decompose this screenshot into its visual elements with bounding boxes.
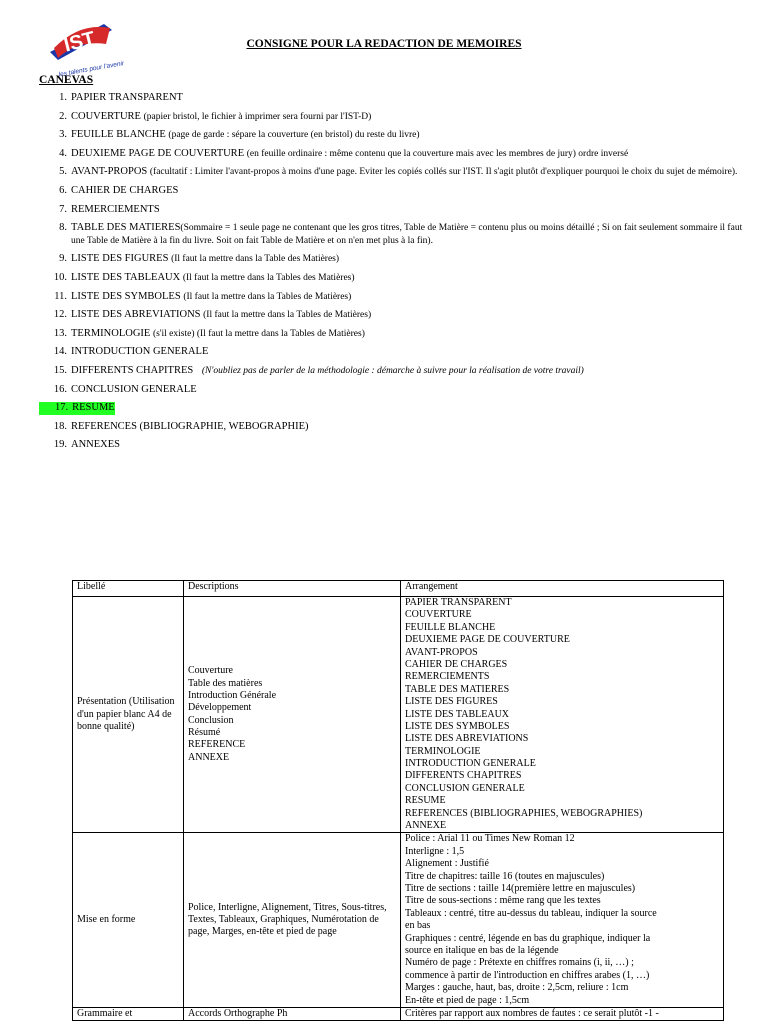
arrangement-line: PAPIER TRANSPARENT: [405, 597, 512, 608]
canevas-item-title: ANNEXES: [71, 439, 120, 451]
canevas-item-title: DEUXIEME PAGE DE COUVERTURE: [71, 147, 245, 159]
canevas-item-number: 1.: [59, 92, 67, 103]
arrangement-line: Titre de chapitres: taille 16 (toutes en majuscules): [405, 870, 605, 882]
table-row: [73, 833, 724, 1007]
canevas-item-number: 12.: [53, 309, 67, 321]
arrangement-line: Tableaux : centré, titre au-dessus du tableau, indiquer la source: [405, 907, 657, 919]
canevas-item: [39, 291, 754, 304]
canevas-item-title: TERMINOLOGIE: [71, 327, 151, 339]
canevas-item: [39, 148, 754, 161]
canevas-item: [39, 92, 754, 105]
description-line: Développement: [188, 702, 252, 714]
arrangement-cell: [401, 597, 724, 833]
canevas-item-number: 5.: [59, 166, 67, 178]
arrangement-line: en bas: [405, 920, 431, 932]
description-line: Couverture: [188, 665, 233, 677]
canevas-item-title: REMERCIEMENTS: [71, 203, 160, 215]
arrangement-line: DIFFERENTS CHAPITRES: [405, 770, 522, 782]
canevas-item: [39, 166, 754, 179]
canevas-item-title: TABLE DES MATIERES: [71, 222, 181, 234]
libelle-cell: Mise en forme: [73, 833, 184, 1007]
arrangement-line: Numéro de page : Prétexte en chiffres romains (i, ii, …) ;: [405, 957, 634, 969]
arrangement-line: Titre de sous-sections : même rang que les textes: [405, 895, 601, 907]
column-header-descriptions: Descriptions: [184, 581, 401, 597]
arrangement-line: CONCLUSION GENERALE: [405, 782, 525, 794]
table-row: [73, 1007, 724, 1020]
canevas-item-title: LISTE DES SYMBOLES: [71, 290, 181, 302]
arrangement-line: Alignement : Justifié: [405, 858, 489, 870]
canevas-list: [39, 92, 754, 458]
canevas-item-title: CAHIER DE CHARGES: [71, 184, 179, 196]
canevas-item: [39, 222, 754, 247]
canevas-item-number: 18.: [53, 420, 67, 432]
canevas-item: [39, 365, 754, 378]
arrangement-line: DEUXIEME PAGE DE COUVERTURE: [405, 634, 570, 646]
arrangement-line: CAHIER DE CHARGES: [405, 658, 508, 670]
arrangement-line: RESUME: [405, 795, 446, 807]
canevas-item-title: AVANT-PROPOS: [71, 166, 148, 178]
document-title: CONSIGNE POUR LA REDACTION DE MEMOIRES: [246, 38, 522, 50]
canevas-heading: CANEVAS: [39, 74, 94, 86]
canevas-item-note: (Sommaire = 1 seule page ne contenant que les gros titres, Table de Matière = contenu plus ou moins détaillé ; Si on fait seulement sommaire il faut une Table de Matière à la fin du livre. Soit on fait Table de Matière et on n'en met plus à la fin).: [71, 223, 743, 246]
descriptions-cell: Police, Interligne, Alignement, Titres, Sous-titres, Textes, Tableaux, Graphiques, Numérotation de page, Marges, en-tête et pied de page: [184, 833, 401, 1007]
table-row: [73, 597, 724, 833]
arrangement-cell: [401, 833, 724, 1007]
canevas-item-note: (en feuille ordinaire : même contenu que la couverture mais avec les membres de jury) ordre inversé: [246, 148, 629, 159]
canevas-item-number: 6.: [59, 184, 67, 196]
arrangement-line: Graphiques : centré, légende en bas du graphique, indiquer la: [405, 932, 651, 944]
canevas-item-number: 3.: [59, 129, 67, 141]
table-header-row: [73, 581, 724, 597]
canevas-item: [39, 328, 754, 341]
canevas-item-number: 8.: [59, 222, 67, 234]
arrangement-line: REMERCIEMENTS: [405, 671, 490, 683]
highlight-marker: [39, 402, 115, 415]
arrangement-line: Critères par rapport aux nombres de fautes : ce serait plutôt -1 -: [405, 1007, 659, 1019]
canevas-item-number: 13.: [53, 327, 67, 339]
canevas-item-note: (Il faut la mettre dans la Table des Matières): [171, 254, 340, 265]
canevas-item: [39, 272, 754, 285]
canevas-item: [39, 346, 754, 359]
libelle-cell: Présentation (Utilisation d'un papier blanc A4 de bonne qualité): [73, 597, 184, 833]
canevas-item-number: 19.: [53, 439, 67, 451]
canevas-item-title: DIFFERENTS CHAPITRES: [71, 364, 194, 376]
canevas-item-number: 11.: [54, 290, 67, 302]
canevas-item: [39, 309, 754, 322]
arrangement-line: INTRODUCTION GENERALE: [405, 758, 536, 770]
canevas-item-title: RESUME: [72, 402, 115, 414]
canevas-item: [39, 439, 754, 452]
canevas-item: [39, 421, 754, 434]
descriptions-cell: [184, 597, 401, 833]
canevas-item-title: LISTE DES FIGURES: [71, 253, 169, 265]
arrangement-line: Police : Arial 11 ou Times New Roman 12: [405, 833, 575, 845]
arrangement-cell: [401, 1007, 724, 1020]
canevas-item-number: 2.: [59, 110, 67, 122]
logo-text: IST: [61, 27, 98, 57]
canevas-item: [39, 253, 754, 266]
column-header-arrangement: Arrangement: [401, 581, 724, 597]
logo-tagline: les talents pour l'avenir: [58, 60, 125, 79]
canevas-item-number: 4.: [59, 147, 67, 159]
arrangement-line: LISTE DES ABREVIATIONS: [405, 733, 529, 745]
arrangement-line: commence à partir de l'introduction en chiffres arabes (1, …): [405, 969, 650, 981]
arrangement-line: TABLE DES MATIERES: [405, 683, 510, 695]
canevas-item-number: 10.: [53, 271, 67, 283]
canevas-item-number: 7.: [59, 203, 67, 215]
canevas-item-title: CONCLUSION GENERALE: [71, 383, 197, 395]
arrangement-line: LISTE DES SYMBOLES: [405, 720, 510, 732]
canevas-item-title: LISTE DES TABLEAUX: [71, 271, 181, 283]
arrangement-line: TERMINOLOGIE: [405, 745, 481, 757]
canevas-item-number: 17.: [55, 402, 69, 414]
canevas-item-note: (facultatif : Limiter l'avant-propos à moins d'une page. Eviter les copiés collés sur l'IST. Il s'agit plutôt d'expliquer pourquoi le choix du sujet de mémoire).: [149, 167, 738, 178]
arrangement-line: ANNEXE: [405, 820, 447, 832]
arrangement-line: LISTE DES TABLEAUX: [405, 708, 510, 720]
canevas-item: [39, 204, 754, 217]
arrangement-line: Titre de sections : taille 14(première lettre en majuscules): [405, 882, 636, 894]
canevas-item-number: 16.: [53, 383, 67, 395]
canevas-item-number: 14.: [53, 346, 67, 358]
canevas-item-title: LISTE DES ABREVIATIONS: [71, 309, 201, 321]
canevas-item-number: 9.: [59, 253, 67, 265]
canevas-item-title: REFERENCES (BIBLIOGRAPHIE, WEBOGRAPHIE): [71, 420, 309, 432]
description-line: ANNEXE: [188, 751, 230, 763]
canevas-item-title: INTRODUCTION GENERALE: [71, 346, 209, 358]
arrangement-line: COUVERTURE: [405, 609, 472, 621]
arrangement-line: source en italique en bas de la légende: [405, 944, 559, 956]
arrangement-line: LISTE DES FIGURES: [405, 696, 498, 708]
arrangement-line: En-tête et pied de page : 1,5cm: [405, 994, 530, 1006]
description-line: Conclusion: [188, 714, 234, 726]
arrangement-table: [72, 580, 724, 1021]
canevas-item-number: 15.: [53, 364, 67, 376]
column-header-libelle: Libellé: [73, 581, 184, 597]
canevas-item-note: (papier bristol, le fichier à imprimer sera fourni par l'IST-D): [143, 111, 372, 122]
canevas-item-note: (Il faut la mettre dans la Tables des Matières): [182, 272, 355, 283]
description-line: Table des matières: [188, 677, 263, 689]
canevas-item-title: PAPIER TRANSPARENT: [71, 92, 183, 103]
description-line: Résumé: [188, 727, 221, 739]
canevas-item: [39, 129, 754, 142]
canevas-item-note: (s'il existe) (Il faut la mettre dans la Tables de Matières): [152, 328, 365, 339]
canevas-item-title: FEUILLE BLANCHE: [71, 129, 166, 141]
arrangement-line: FEUILLE BLANCHE: [405, 621, 496, 633]
canevas-item: [39, 111, 754, 124]
arrangement-line: Interligne : 1,5: [405, 845, 465, 857]
description-line: REFERENCE: [188, 739, 246, 751]
canevas-item-note: (page de garde : sépare la couverture (en bristol) du reste du livre): [168, 130, 420, 141]
canevas-item-highlighted: [39, 402, 754, 415]
descriptions-cell: Accords Orthographe Ph: [184, 1007, 401, 1020]
canevas-item: [39, 384, 754, 397]
canevas-item-note: (Il faut la mettre dans la Tables de Matières): [203, 310, 372, 321]
arrangement-line: REFERENCES (BIBLIOGRAPHIES, WEBOGRAPHIES): [405, 807, 643, 819]
canevas-item-title: COUVERTURE: [71, 110, 141, 122]
canevas-item-note: (Il faut la mettre dans la Tables de Matières): [183, 291, 352, 302]
arrangement-line: Marges : gauche, haut, bas, droite : 2,5cm, reliure : 1cm: [405, 982, 629, 994]
canevas-item-note: (N'oubliez pas de parler de la méthodologie : démarche à suivre pour la réalisation de votre travail): [201, 365, 584, 376]
libelle-cell: Grammaire et: [73, 1007, 184, 1020]
description-line: Introduction Générale: [188, 689, 277, 701]
arrangement-line: AVANT-PROPOS: [405, 646, 478, 658]
canevas-item: [39, 185, 754, 198]
